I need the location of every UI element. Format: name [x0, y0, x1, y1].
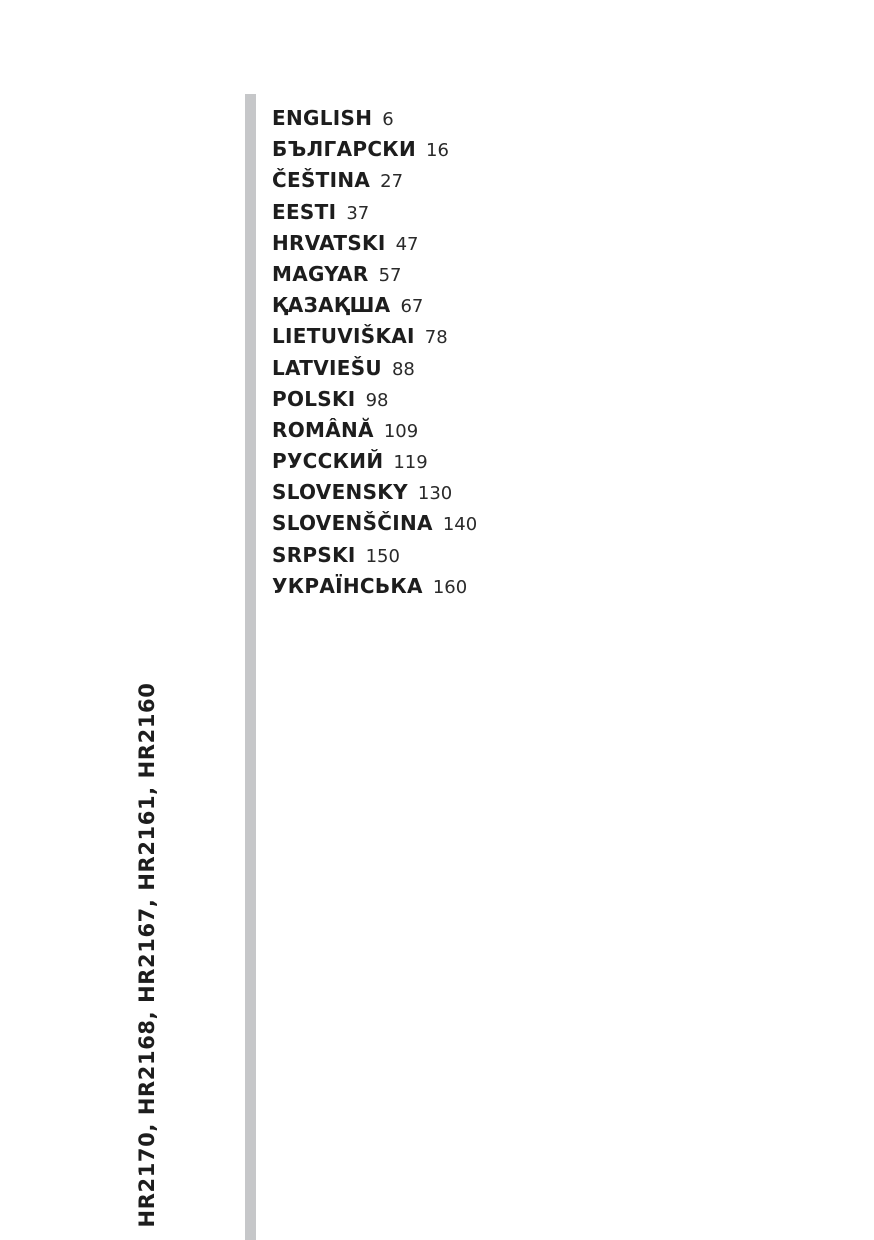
toc-page-number: 47	[395, 233, 419, 255]
toc-entry-croatian[interactable]	[272, 229, 477, 260]
toc-entry-bulgarian[interactable]	[272, 135, 477, 166]
toc-language-label: LATVIEŠU	[272, 355, 382, 380]
toc-entry-hungarian[interactable]	[272, 260, 477, 291]
toc-entry-slovenian[interactable]	[272, 509, 477, 540]
toc-entry-lithuanian[interactable]	[272, 322, 477, 353]
toc-page-number: 98	[365, 389, 389, 411]
toc-page-number: 6	[382, 109, 394, 130]
toc-entry-romanian[interactable]	[272, 416, 477, 447]
toc-language-label: SLOVENSKY	[272, 480, 408, 505]
toc-page-number: 37	[346, 202, 370, 224]
toc-page-number: 160	[432, 576, 468, 598]
toc-entry-czech[interactable]	[272, 166, 477, 197]
toc-page-number: 140	[442, 514, 478, 536]
toc-entry-polish[interactable]	[272, 385, 477, 416]
toc-entry-serbian[interactable]	[272, 541, 477, 572]
toc-language-label: LIETUVIŠKAI	[272, 324, 415, 349]
vertical-divider-bar	[245, 94, 256, 1240]
toc-language-label: MAGYAR	[272, 261, 369, 286]
toc-language-label: SRPSKI	[272, 542, 356, 567]
toc-language-label: РУССКИЙ	[272, 449, 384, 474]
model-numbers-title: HR2170, HR2168, HR2167, HR2161, HR2160	[135, 682, 159, 1228]
toc-page-number: 130	[417, 483, 453, 505]
toc-entry-latvian[interactable]	[272, 354, 477, 385]
toc-page-number: 16	[426, 140, 449, 162]
toc-entry-estonian[interactable]	[272, 198, 477, 229]
table-of-contents	[272, 104, 477, 603]
toc-language-label: ČEŠTINA	[272, 168, 371, 193]
toc-language-label: POLSKI	[272, 386, 356, 411]
toc-entry-russian[interactable]	[272, 447, 477, 478]
toc-language-label: ҚАЗАҚША	[272, 293, 391, 318]
toc-language-label: EESTI	[272, 199, 337, 224]
toc-entry-ukrainian[interactable]	[272, 572, 477, 603]
toc-language-label: ROMÂNĂ	[272, 417, 374, 442]
toc-page-number: 78	[424, 327, 448, 349]
toc-language-label: SLOVENŠČINA	[272, 511, 433, 536]
toc-language-label: HRVATSKI	[272, 230, 386, 255]
toc-entry-slovak[interactable]	[272, 478, 477, 509]
toc-page-number: 119	[393, 452, 428, 474]
toc-language-label: БЪЛГАРСКИ	[272, 137, 416, 162]
toc-entry-kazakh[interactable]	[272, 291, 477, 322]
toc-language-label: УКРАЇНСЬКА	[272, 573, 423, 598]
toc-page-number: 150	[365, 545, 400, 567]
toc-language-label: ENGLISH	[272, 106, 373, 130]
toc-page-number: 88	[391, 358, 415, 380]
toc-page-number: 57	[378, 264, 402, 286]
toc-page-number: 109	[383, 420, 419, 442]
toc-page-number: 27	[380, 171, 404, 193]
toc-entry-english[interactable]	[272, 104, 477, 135]
toc-page-number: 67	[400, 296, 424, 318]
